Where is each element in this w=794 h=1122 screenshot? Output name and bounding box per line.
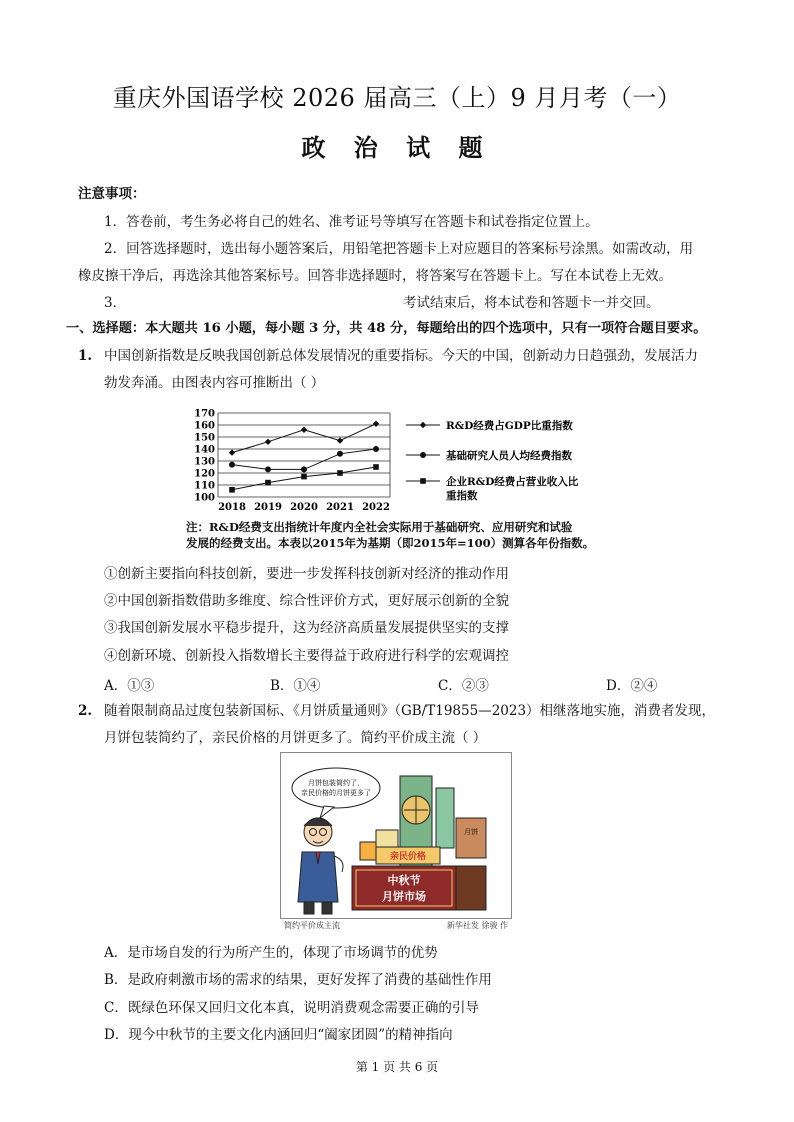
notice-item-3-text: 考试结束后，将本试卷和答题卡一并交回。	[403, 295, 660, 311]
chart-point-circle	[420, 452, 426, 458]
chart-point-square	[301, 474, 307, 480]
chart-x-tick-label: 2018	[218, 502, 246, 513]
chart-point-diamond	[373, 421, 379, 427]
page-number: 第 1 页 共 6 页	[355, 1060, 439, 1074]
exam-subject: 政 治 试 题	[301, 133, 493, 162]
exam-title: 重庆外国语学校 2026 届高三（上）9 月月考（一）	[112, 84, 682, 112]
cartoon-price-tag: 亲民价格	[389, 852, 427, 862]
q2-option-c: C．既绿色环保又回归文化本真，说明消费观念需要正确的引导	[104, 1000, 479, 1016]
chart-point-diamond	[420, 422, 426, 428]
cartoon-speech-line1: 月饼包装简约了，	[308, 779, 364, 787]
chart-point-diamond	[337, 437, 343, 443]
chart-y-ticks	[194, 409, 215, 504]
q1-statement-1: ①创新主要指向科技创新，要进一步发挥科技创新对经济的推动作用	[104, 566, 509, 582]
notice-item-1: 1．答卷前，考生务必将自己的姓名、准考证号等填写在答题卡和试卷指定位置上。	[104, 214, 599, 230]
q1-number: 1.	[78, 348, 93, 364]
notice-item-2b: 橡皮擦干净后，再选涂其他答案标号。回答非选择题时，将答案写在答题卡上。写在本试卷上无效。	[78, 268, 672, 284]
chart-point-circle	[301, 466, 307, 472]
chart-point-diamond	[265, 439, 271, 445]
q1-option-b: B．①④	[270, 678, 321, 694]
cartoon-speech-line2: 亲民价格的月饼更多了	[301, 789, 371, 797]
chart-y-tick-label: 100	[194, 492, 215, 504]
chart-note-line2: 发展的经费支出。本表以2015年为基期（即2015年=100）测算各年份指数。	[186, 536, 595, 550]
chart-series-2	[229, 446, 379, 472]
cartoon-sign-line2: 月饼市场	[382, 890, 426, 903]
q2-number: 2.	[78, 703, 93, 719]
cartoon-box-label: 月饼	[464, 828, 478, 836]
q2-option-a: A．是市场自发的行为所产生的，体现了市场调节的优势	[104, 945, 438, 961]
q2-option-b: B．是政府刺激市场的需求的结果，更好发挥了消费的基础性作用	[104, 972, 492, 988]
chart-y-tick-label: 140	[194, 444, 215, 456]
chart-series-1	[229, 421, 379, 456]
mooncake-market-cartoon	[280, 752, 512, 930]
chart-legend-label-cont: 重指数	[446, 490, 478, 502]
q1-statement-4: ④创新环境、创新投入指数增长主要得益于政府进行科学的宏观调控	[104, 648, 509, 664]
chart-series-line	[232, 449, 376, 469]
chart-y-tick-label: 160	[194, 420, 215, 432]
chart-x-tick-label: 2019	[254, 502, 282, 513]
chart-y-tick-label: 120	[194, 468, 215, 480]
chart-x-tick-label: 2020	[290, 502, 318, 513]
notice-heading: 注意事项：	[78, 186, 146, 202]
chart-x-tick-label: 2022	[362, 502, 390, 513]
cartoon-caption-right: 新华社发 徐骏 作	[446, 921, 508, 930]
q1-option-c: C．②③	[438, 678, 489, 694]
q1-option-a: A．①③	[104, 678, 155, 694]
chart-y-tick-label: 170	[194, 408, 215, 420]
notice-item-2a: 2．回答选择题时，选出每小题答案后，用铅笔把答题卡上对应题目的答案标号涂黑。如需改动，用	[104, 241, 694, 257]
chart-legend-label: 基础研究人员人均经费指数	[446, 450, 572, 462]
q1-option-d: D．②④	[606, 678, 658, 694]
q1-stem-line2: 勃发奔涌。由图表内容可推断出（ ）	[104, 375, 325, 391]
chart-point-circle	[265, 466, 271, 472]
chart-point-circle	[229, 462, 235, 468]
chart-note-line1: 注：R&D经费支出指统计年度内全社会实际用于基础研究、应用研究和试验	[186, 520, 573, 534]
chart-point-square	[373, 464, 379, 470]
q2-stem-line1: 随着限制商品过度包装新国标、《月饼质量通则》（GB/T19855—2023）相继落地实施，消费者发现，	[104, 703, 716, 719]
cartoon-sign-line1: 中秋节	[387, 874, 421, 887]
chart-point-diamond	[301, 427, 307, 433]
chart-series	[229, 421, 379, 493]
chart-point-square	[229, 487, 235, 493]
q1-stem-line1: 中国创新指数是反映我国创新总体发展情况的重要指标。今天的中国，创新动力日趋强劲，发展活力	[104, 348, 698, 364]
chart-legend-label: 企业R&D经费占营业收入比	[446, 476, 579, 488]
q2-option-d: D．现今中秋节的主要文化内涵回归“阖家团圆”的精神指向	[104, 1027, 453, 1043]
chart-x-ticks	[218, 502, 390, 513]
chart-legend-label: R&D经费占GDP比重指数	[446, 420, 573, 432]
chart-point-diamond	[229, 449, 235, 455]
chart-point-circle	[373, 446, 379, 452]
q1-statement-3: ③我国创新发展水平稳步提升，这为经济高质量发展提供坚实的支撑	[104, 620, 509, 636]
chart-grid	[218, 413, 390, 497]
chart-point-square	[420, 478, 426, 484]
chart-point-square	[337, 470, 343, 476]
chart-y-tick-label: 130	[194, 456, 215, 468]
section-heading: 一、选择题：本大题共 16 小题，每小题 3 分，共 48 分，每题给出的四个选项中，只有一项符合题目要求。	[66, 321, 707, 336]
chart-y-tick-label: 150	[194, 432, 215, 444]
cartoon-caption-left: 简约平价成主流	[284, 921, 340, 930]
chart-point-circle	[337, 451, 343, 457]
chart-legend	[406, 419, 579, 502]
q1-statement-2: ②中国创新指数借助多维度、综合性评价方式，更好展示创新的全貌	[104, 593, 509, 609]
chart-point-square	[265, 480, 271, 486]
notice-item-3-number: 3．	[104, 295, 127, 311]
chart-x-tick-label: 2021	[326, 502, 354, 513]
chart-y-tick-label: 110	[194, 480, 215, 492]
q2-stem-line2: 月饼包装简约了，亲民价格的月饼更多了。简约平价成主流（ ）	[104, 730, 487, 746]
